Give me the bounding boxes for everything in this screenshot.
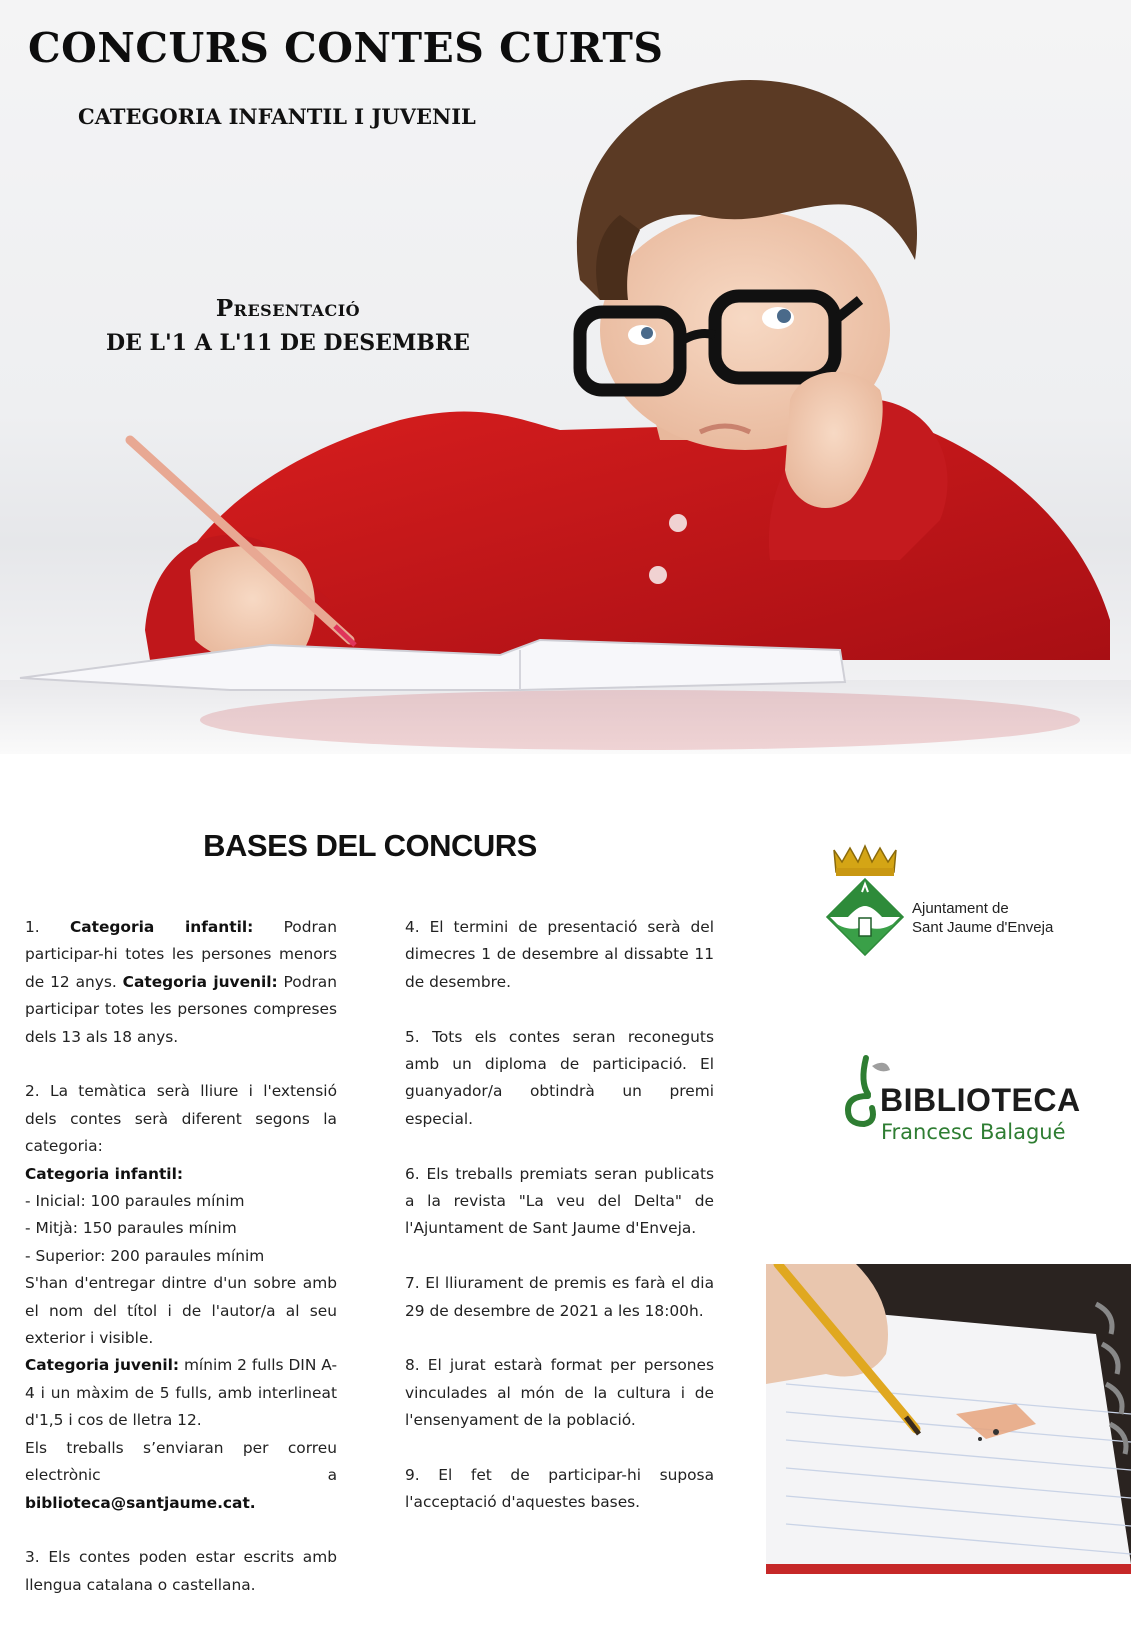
ajuntament-label-1: Ajuntament de <box>912 900 1009 917</box>
rule-2-juvenil-text: mínim 2 fulls DIN A-4 i un màxim de 5 fulls, amb interlineat d'1,5 i cos de lletra 12. <box>25 1356 337 1430</box>
biblioteca-subtitle: Francesc Balagué <box>881 1120 1066 1144</box>
rule-1-juvenil-text: Podran participar totes les persones compreses dels 13 als 18 anys. <box>25 972 337 1046</box>
email-link[interactable]: biblioteca@santjaume.cat. <box>25 1493 256 1512</box>
rule-2-intro: 2. La temàtica serà lliure i l'extensió dels contes serà diferent segons la categoria: <box>25 1082 337 1156</box>
rule-number: 1. <box>25 918 70 936</box>
presentation-range: DE L'1 A L'11 DE DESEMBRE <box>106 330 470 356</box>
biblioteca-name: BIBLIOTECA <box>880 1082 1081 1118</box>
contest-category: CATEGORIA INFANTIL I JUVENIL <box>78 104 476 129</box>
category-juvenil-label: Categoria juvenil: <box>122 972 278 991</box>
bases-title: BASES DEL CONCURS <box>203 828 537 863</box>
rule-2 <box>25 1078 337 1517</box>
rule-2-sobre: S'han d'entregar dintre d'un sobre amb el nom del títol i de l'autor/a al seu exterior i visible. <box>25 1274 337 1348</box>
rule-2-email-text: Els treballs s’enviaran per correu electrònic a <box>25 1438 337 1485</box>
category-infantil-label: Categoria infantil: <box>69 918 254 936</box>
pencil-photo-image <box>766 1264 1131 1574</box>
biblioteca-logo <box>838 1052 1081 1144</box>
rule-4: 4. El termini de presentació serà del dimecres 1 de desembre al dissabte 11 de desembre. <box>405 918 714 991</box>
bases-column-1 <box>25 914 337 1627</box>
rule-2-infantil-heading: Categoria infantil: <box>25 1164 184 1183</box>
rule-2-mitja: - Mitjà: 150 paraules mínim <box>25 1219 237 1238</box>
rule-1 <box>25 914 337 1051</box>
hero-banner <box>0 0 1131 754</box>
ajuntament-logo <box>822 844 1082 960</box>
rule-2-juvenil-heading: Categoria juvenil: <box>25 1356 180 1375</box>
rule-7: 7. El lliurament de premis es farà el dia 29 de desembre de 2021 a les 18:00h. <box>405 1274 714 1320</box>
coat-of-arms-icon <box>822 844 908 960</box>
bases-column-2 <box>405 914 714 1544</box>
rule-1-infantil-text: Podran participar-hi totes les persones menors de 12 anys. <box>25 918 337 991</box>
rule-3: 3. Els contes poden estar escrits amb llengua catalana o castellana. <box>25 1548 337 1594</box>
hand-writing-with-pencil-photo <box>766 1264 1131 1574</box>
rule-8: 8. El jurat estarà format per persones vinculades al món de la cultura i de l'ensenyament de la població. <box>405 1356 714 1430</box>
rule-2-superior: - Superior: 200 paraules mínim <box>25 1246 265 1265</box>
rule-2-email <box>25 1435 337 1517</box>
rule-9: 9. El fet de participar-hi suposa l'acceptació d'aquestes bases. <box>405 1466 714 1512</box>
rule-2-inicial: - Inicial: 100 paraules mínim <box>25 1192 245 1211</box>
ajuntament-label-2: Sant Jaume d'Enveja <box>912 919 1054 936</box>
rule-5: 5. Tots els contes seran reconeguts amb un diploma de participació. El guanyador/a obtindrà un premi especial. <box>405 1027 714 1128</box>
rule-6: 6. Els treballs premiats seran publicats a la revista "La veu del Delta" de l'Ajuntament de Sant Jaume d'Enveja. <box>405 1164 714 1238</box>
contest-title: CONCURS CONTES CURTS <box>28 24 664 72</box>
rule-2-juvenil <box>25 1352 337 1434</box>
presentation-label: Presentació <box>215 295 361 322</box>
presentation-dates <box>100 295 476 356</box>
